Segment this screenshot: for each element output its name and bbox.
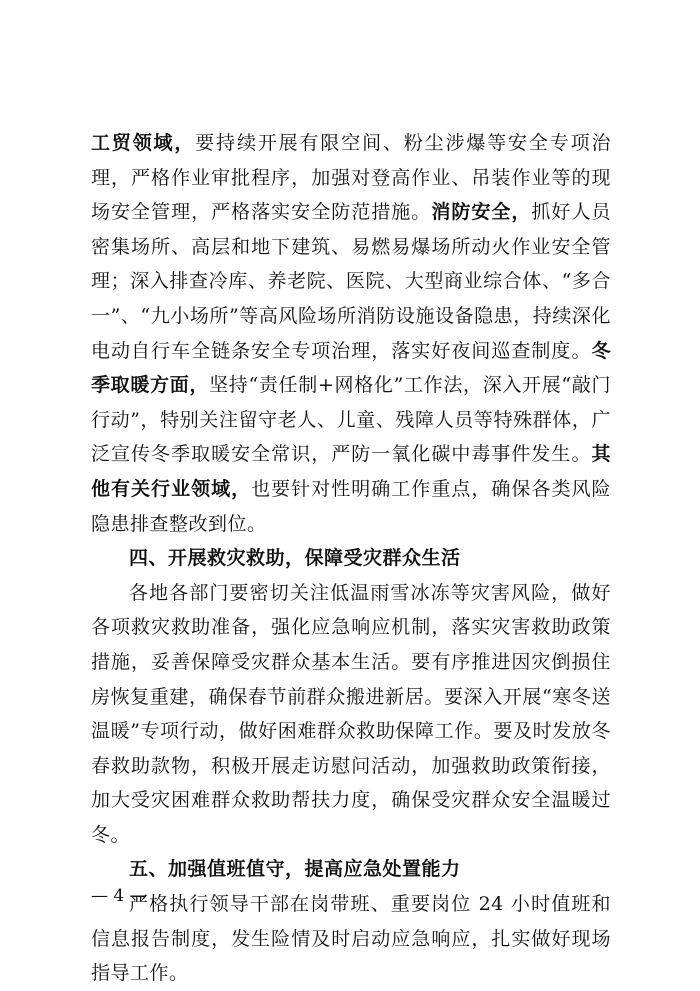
paragraph-duty: 严格执行领导干部在岗带班、重要岗位 24 小时值班和信息报告制度，发生险情及时启动应急响应，扎实做好现场指导工作。 <box>91 893 611 985</box>
text-other: 也要针对性明确工作重点，确保各类风险隐患排查整改到位。 <box>91 477 611 535</box>
page-number: — 4 — <box>91 886 147 906</box>
bold-lead-fire: 消防安全， <box>431 201 532 224</box>
paragraph-disaster-relief: 各地各部门要密切关注低温雨雪冰冻等灾害风险，做好各项救灾救助准备，强化应急响应机制，落实灾害救助政策措施，妥善保障受灾群众基本生活。要有序推进因灾倒损住房恢复重建，确保春节前群众搬进新居。要深入开展“寒冬送温暖”专项行动，做好困难群众救助保障工作。要及时发放冬春救助款物，积极开展走访慰问活动，加强救助政策衔接，加大受灾困难群众救助帮扶力度，确保受灾群众安全温暖过冬。 <box>91 581 611 846</box>
section-heading-5: 五、加强值班值守，提高应急处置能力 <box>129 858 461 881</box>
text-fire: 抓好人员密集场所、高层和地下建筑、易燃易爆场所动火作业安全管理；深入排查冷库、养老院、医院、大型商业综合体、“多合一”、“九小场所”等高风险场所消防设施设备隐患，持续深化电动自行车全链条安全专项治理，落实好夜间巡查制度。 <box>91 201 611 362</box>
bold-lead-heating: 冬季取暖方面， <box>91 339 611 397</box>
paragraph-industry-safety <box>91 126 611 541</box>
document-body <box>91 126 611 991</box>
text-heating: 坚持“责任制+网格化”工作法，深入开展“敲门行动”，特别关注留守老人、儿童、残障人员等特殊群体，广泛宣传冬季取暖安全常识，严防一氧化碳中毒事件发生。 <box>91 374 611 466</box>
text-trade: 要持续开展有限空间、粉尘涉爆等安全专项治理，严格作业审批程序，加强对登高作业、吊装作业等的现场安全管理，严格落实安全防范措施。 <box>91 132 611 224</box>
bold-lead-other: 其他有关行业领域， <box>91 443 611 500</box>
bold-lead-trade: 工贸领域， <box>91 132 196 154</box>
section-heading-4: 四、开展救灾救助，保障受灾群众生活 <box>129 547 461 570</box>
